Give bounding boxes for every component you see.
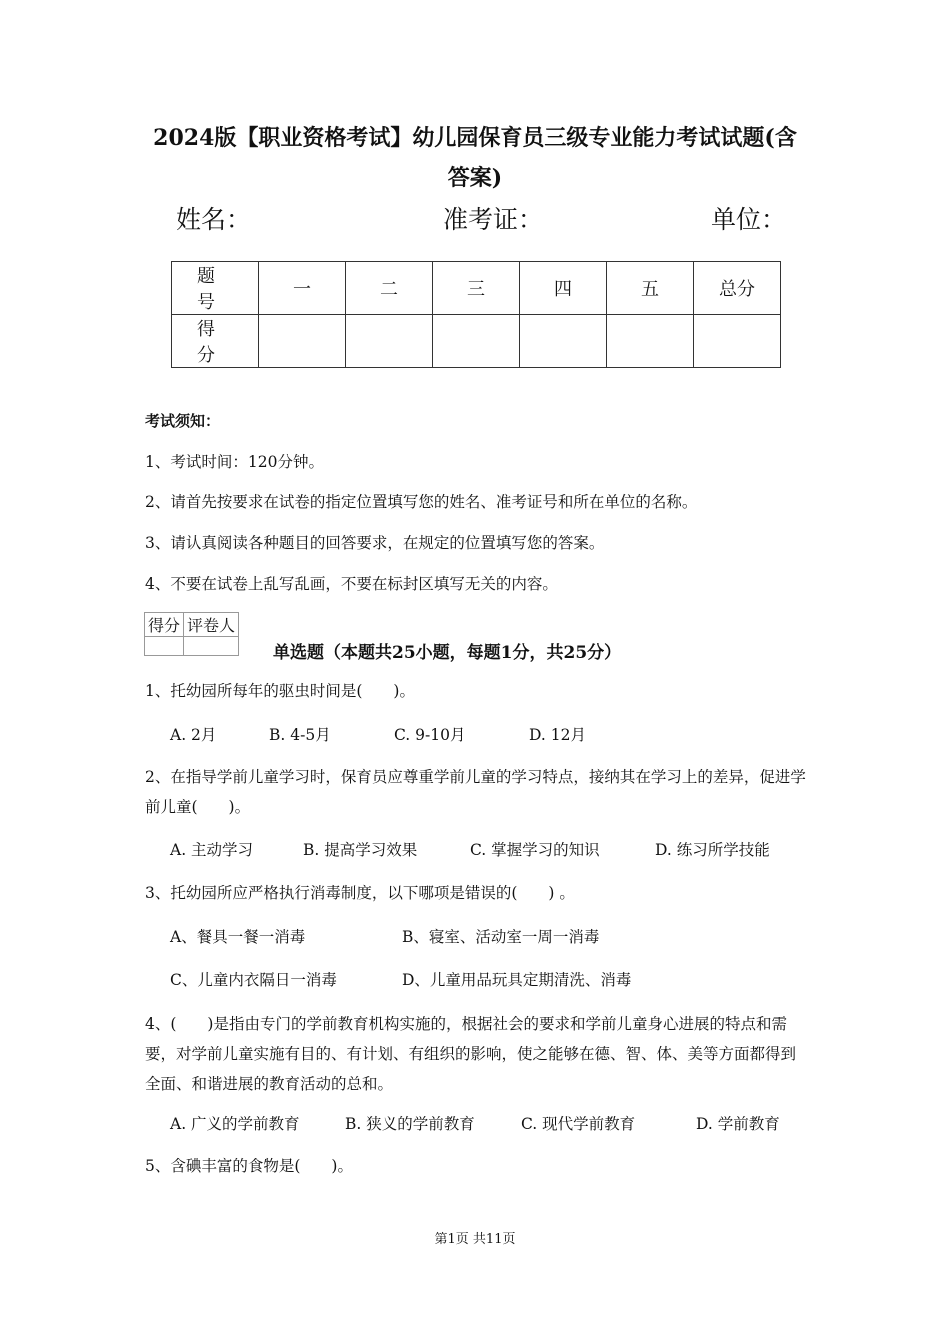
q3-option-d[interactable]: D、儿童用品玩具定期清洗、消毒 — [402, 971, 632, 989]
question-3-text: 3、托幼园所应严格执行消毒制度，以下哪项是错误的( ) 。 — [145, 884, 575, 902]
grader-score-cell[interactable] — [145, 637, 184, 656]
score-table-score-row — [172, 315, 781, 368]
score-table — [171, 261, 781, 368]
score-cell[interactable] — [433, 315, 520, 368]
unit-label: 单位： — [711, 205, 787, 234]
page-footer: 第1页 共11页 — [434, 1232, 516, 1247]
q4-option-d[interactable]: D. 学前教育 — [696, 1115, 780, 1133]
score-cell[interactable] — [259, 315, 346, 368]
q1-option-d[interactable]: D. 12月 — [529, 726, 586, 744]
score-header-cell: 三 — [433, 262, 520, 315]
score-cell[interactable] — [694, 315, 781, 368]
grader-name-label: 评卷人 — [184, 613, 239, 637]
score-header-cell: 五 — [607, 262, 694, 315]
notice-item: 1、考试时间：120分钟。 — [145, 453, 324, 471]
title-line-1: 2024版【职业资格考试】幼儿园保育员三级专业能力考试试题(含 — [153, 125, 797, 151]
question-4-text: 4、( )是指由专门的学前教育机构实施的，根据社会的要求和学前儿童身心进展的特点和需要，对学前儿童实施有目的、有计划、有组织的影响，使之能够在德、智、体、美等方面都得到全面、和谐进展的教育活动的总和。 — [145, 1015, 797, 1093]
q4-option-a[interactable]: A. 广义的学前教育 — [170, 1115, 300, 1133]
score-row-label: 得 分 — [172, 315, 259, 368]
score-table-header-row — [172, 262, 781, 315]
question-5-text: 5、含碘丰富的食物是( )。 — [145, 1157, 353, 1175]
q1-option-c[interactable]: C. 9-10月 — [394, 726, 466, 744]
score-cell[interactable] — [607, 315, 694, 368]
notice-item: 4、不要在试卷上乱写乱画，不要在标封区填写无关的内容。 — [145, 575, 558, 593]
score-header-cell: 四 — [520, 262, 607, 315]
q2-option-c[interactable]: C. 掌握学习的知识 — [470, 841, 600, 859]
name-label: 姓名： — [176, 205, 252, 234]
grader-name-cell[interactable] — [184, 637, 239, 656]
notice-item: 3、请认真阅读各种题目的回答要求，在规定的位置填写您的答案。 — [145, 534, 605, 552]
score-header-cell: 题 号 — [172, 262, 259, 315]
q2-option-b[interactable]: B. 提高学习效果 — [303, 841, 418, 859]
document-title — [60, 118, 890, 198]
q3-option-c[interactable]: C、儿童内衣隔日一消毒 — [170, 971, 337, 989]
score-header-cell: 二 — [346, 262, 433, 315]
grader-score-label: 得分 — [145, 613, 184, 637]
score-header-cell: 总分 — [694, 262, 781, 315]
title-line-2: 答案) — [447, 165, 503, 191]
score-header-cell: 一 — [259, 262, 346, 315]
exam-id-label: 准考证： — [443, 205, 544, 234]
question-2-text: 2、在指导学前儿童学习时，保育员应尊重学前儿童的学习特点，接纳其在学习上的差异，促进学前儿童( )。 — [145, 768, 806, 816]
q2-option-d[interactable]: D. 练习所学技能 — [655, 841, 770, 859]
notice-heading: 考试须知： — [145, 412, 221, 430]
score-cell[interactable] — [346, 315, 433, 368]
q4-option-c[interactable]: C. 现代学前教育 — [521, 1115, 636, 1133]
question-1-text: 1、托幼园所每年的驱虫时间是( )。 — [145, 682, 415, 700]
score-cell[interactable] — [520, 315, 607, 368]
q3-option-b[interactable]: B、寝室、活动室一周一消毒 — [402, 928, 600, 946]
q1-option-b[interactable]: B. 4-5月 — [269, 726, 331, 744]
notice-item: 2、请首先按要求在试卷的指定位置填写您的姓名、准考证号和所在单位的名称。 — [145, 493, 698, 511]
q2-option-a[interactable]: A. 主动学习 — [170, 841, 254, 859]
section-title: 单选题（本题共25小题，每题1分，共25分） — [273, 643, 622, 663]
grader-box — [144, 612, 239, 656]
q4-option-b[interactable]: B. 狭义的学前教育 — [345, 1115, 475, 1133]
q3-option-a[interactable]: A、餐具一餐一消毒 — [170, 928, 306, 946]
q1-option-a[interactable]: A. 2月 — [170, 726, 217, 744]
